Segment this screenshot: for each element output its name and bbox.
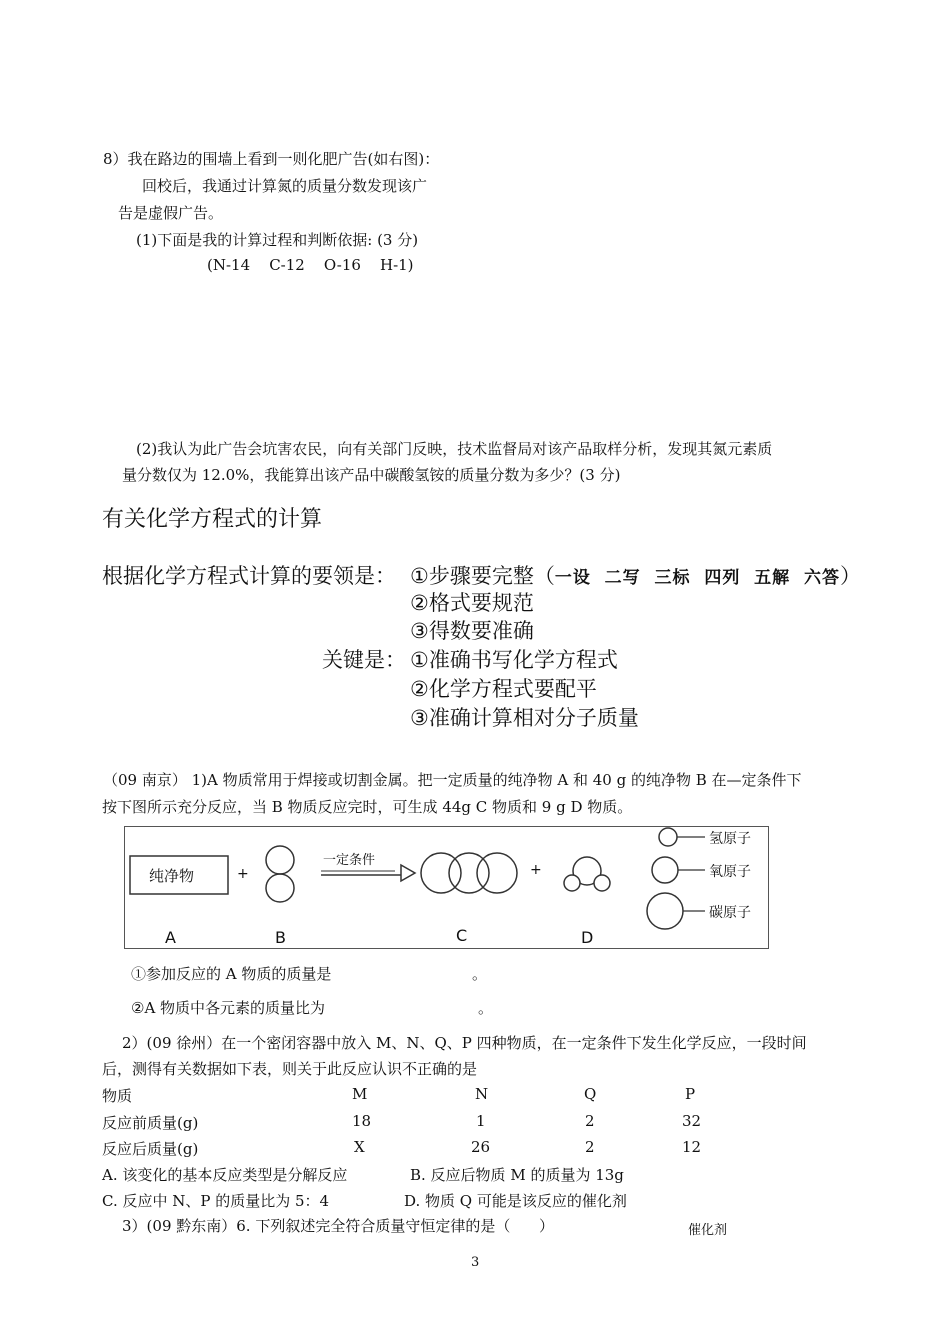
keypoint-2: ②格式要规范 — [410, 591, 534, 615]
legend-oxygen-atom — [652, 857, 678, 883]
q-qiandongnan-line1: 3）(09 黔东南）6. 下列叙述完全符合质量守恒定律的是（ ） — [122, 1217, 554, 1235]
q8-line2: 回校后，我通过计算氮的质量分数发现该广 — [142, 177, 428, 195]
arrow-label: 一定条件 — [323, 853, 376, 868]
key-3: ③准确计算相对分子质量 — [410, 706, 639, 730]
plus-sign-1: + — [237, 866, 249, 882]
q8-line3: 告是虚假广告。 — [118, 204, 224, 222]
q8-line1: 8）我在路边的围墙上看到一则化肥广告(如右图)： — [103, 150, 440, 168]
d-hydrogen-left — [564, 875, 580, 891]
keypoint-1-text: ①步骤要完整（ — [410, 564, 555, 588]
q-nanjing-line2: 按下图所示充分反应，当 B 物质反应完时，可生成 44g C 物质和 9 g D 物质。 — [102, 798, 633, 816]
legend-carbon-label: 碳原子 — [709, 905, 751, 921]
table-header-m: M — [352, 1085, 368, 1103]
option-a: A. 该变化的基本反应类型是分解反应 — [102, 1166, 348, 1184]
legend-hydrogen-label: 氢原子 — [709, 831, 751, 847]
table-header-p: P — [685, 1085, 696, 1103]
table-row-after-label: 反应后质量(g) — [102, 1140, 199, 1158]
q-nanjing-sub1: ①参加反应的 A 物质的质量是 — [131, 965, 332, 983]
table-cell: 18 — [352, 1112, 372, 1130]
q-nanjing-sub1-end: 。 — [472, 965, 488, 983]
q8-atomic-masses: (N-14 C-12 O-16 H-1) — [207, 256, 414, 274]
legend-hydrogen-atom — [659, 828, 677, 846]
key-lead: 关键是： — [322, 648, 406, 672]
q8-part2-line1: (2)我认为此广告会坑害农民，向有关部门反映，技术监督局对该产品取样分析，发现其氮元素质 — [136, 440, 773, 458]
label-d: D — [581, 928, 594, 947]
table-cell: 2 — [585, 1138, 595, 1156]
key-1: ①准确书写化学方程式 — [410, 648, 618, 672]
arrow-head — [401, 865, 415, 881]
reaction-figure — [124, 826, 769, 949]
table-header-substance: 物质 — [102, 1087, 133, 1105]
option-d: D. 物质 Q 可能是该反应的催化剂 — [404, 1192, 627, 1210]
q8-part1: (1)下面是我的计算过程和判断依据: (3 分) — [136, 231, 419, 249]
b-oxygen-atom-bottom — [266, 874, 294, 902]
legend-oxygen-label: 氧原子 — [709, 864, 751, 880]
q-nanjing-line1: （09 南京） 1)A 物质常用于焊接或切割金属。把一定质量的纯净物 A 和 40 g 的纯净物 B 在—定条件下 — [103, 771, 802, 789]
catalyst-label: 催化剂 — [688, 1223, 728, 1238]
section-title: 有关化学方程式的计算 — [102, 507, 323, 532]
box-text: 纯净物 — [149, 867, 195, 885]
keypoint-1 — [410, 560, 861, 590]
reaction-diagram — [125, 827, 768, 948]
table-header-n: N — [475, 1085, 489, 1103]
keypoint-1-steps: 一设 二写 三标 四列 五解 六答 — [554, 568, 841, 588]
q-xuzhou-line1: 2）(09 徐州）在一个密闭容器中放入 M、N、Q、P 四种物质，在一定条件下发生化学反应，一段时间 — [122, 1034, 807, 1052]
table-cell: 32 — [682, 1112, 702, 1130]
label-b: B — [275, 928, 286, 947]
table-cell: 26 — [471, 1138, 491, 1156]
q8-part2-line2: 量分数仅为 12.0%，我能算出该产品中碳酸氢铵的质量分数为多少？(3 分) — [122, 466, 621, 484]
table-cell: 2 — [585, 1112, 595, 1130]
b-oxygen-atom-top — [266, 846, 294, 874]
label-a: A — [165, 928, 176, 947]
keypoint-1-end: ） — [840, 564, 862, 588]
keypoints-lead: 根据化学方程式计算的要领是： — [102, 564, 396, 588]
page-number: 3 — [471, 1255, 480, 1270]
key-2: ②化学方程式要配平 — [410, 677, 597, 701]
q-xuzhou-line2: 后，测得有关数据如下表，则关于此反应认识不正确的是 — [102, 1060, 478, 1078]
q-nanjing-sub2: ②A 物质中各元素的质量比为 — [131, 999, 326, 1017]
label-c: C — [456, 926, 468, 945]
table-cell: X — [354, 1138, 365, 1156]
d-hydrogen-right — [594, 875, 610, 891]
table-row-before-label: 反应前质量(g) — [102, 1114, 199, 1132]
table-cell: 1 — [476, 1112, 486, 1130]
option-c: C. 反应中 N、P 的质量比为 5：4 — [102, 1192, 330, 1210]
keypoint-3: ③得数要准确 — [410, 619, 534, 643]
table-cell: 12 — [682, 1138, 702, 1156]
q-nanjing-sub2-end: 。 — [478, 999, 494, 1017]
legend-carbon-atom — [647, 893, 683, 929]
c-oxygen-right — [477, 853, 517, 893]
option-b: B. 反应后物质 M 的质量为 13g — [410, 1166, 624, 1184]
plus-sign-2: + — [530, 862, 542, 878]
table-header-q: Q — [584, 1085, 597, 1103]
